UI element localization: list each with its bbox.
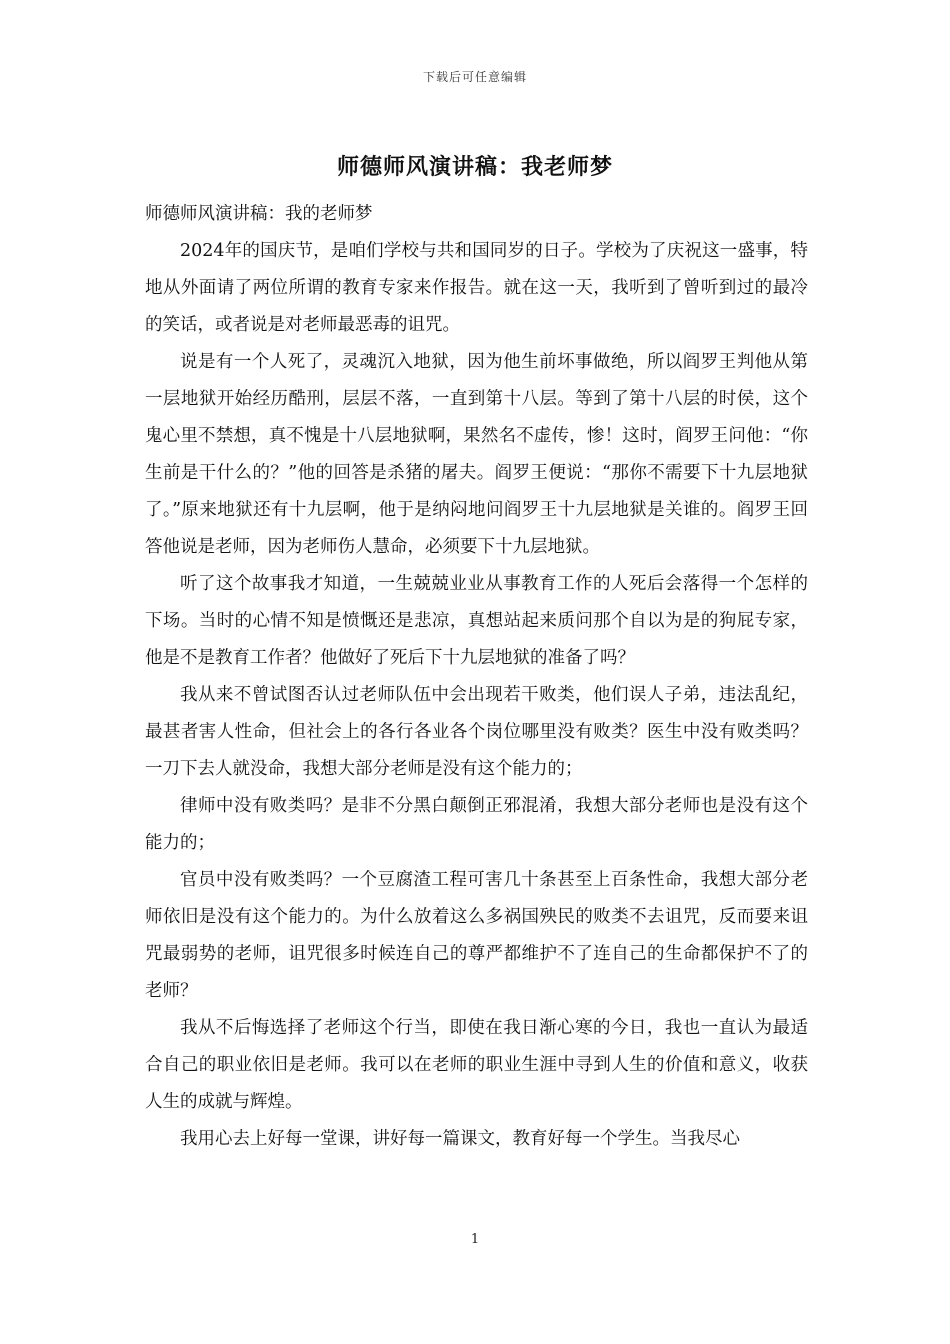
document-title: 师德师风演讲稿：我老师梦	[336, 154, 613, 180]
page-number: 1	[470, 1232, 480, 1247]
paragraph-5: 律师中没有败类吗？是非不分黑白颠倒正邪混淆，我想大部分老师也是没有这个能力的；	[145, 796, 808, 853]
paragraph-2: 说是有一个人死了，灵魂沉入地狱，因为他生前坏事做绝，所以阎罗王判他从第一层地狱开始经历酷刑，层层不落，一直到第十八层。等到了第十八层的时侯，这个鬼心里不禁想，真不愧是十八层地狱啊，果然名不虚传，惨！这时，阎罗王问他：“你生前是干什么的？”他的回答是杀猪的屠夫。阎罗王便说：“那你不需要下十九层地狱了。”原来地狱还有十九层啊，他于是纳闷地问阎罗王十九层地狱是关谁的。阎罗王回答他说是老师，因为老师伤人慧命，必须要下十九层地狱。	[145, 352, 808, 557]
document-subtitle: 师德师风演讲稿：我的老师梦	[145, 204, 373, 224]
document-body	[145, 196, 808, 1158]
header-note: 下载后可任意编辑	[422, 70, 527, 84]
paragraph-6: 官员中没有败类吗？一个豆腐渣工程可害几十条甚至上百条性命，我想大部分老师依旧是没有这个能力的。为什么放着这么多祸国殃民的败类不去诅咒，反而要来诅咒最弱势的老师，诅咒很多时候连自己的尊严都维护不了连自己的生命都保护不了的老师？	[145, 870, 808, 1001]
paragraph-4: 我从来不曾试图否认过老师队伍中会出现若干败类，他们误人子弟，违法乱纪，最甚者害人性命，但社会上的各行各业各个岗位哪里没有败类？医生中没有败类吗？一刀下去人就没命，我想大部分老师是没有这个能力的；	[145, 685, 808, 779]
paragraph-1: 2024年的国庆节，是咱们学校与共和国同岁的日子。学校为了庆祝这一盛事，特地从外面请了两位所谓的教育专家来作报告。就在这一天，我听到了曾听到过的最冷的笑话，或者说是对老师最恶毒的诅咒。	[145, 241, 808, 335]
paragraph-3: 听了这个故事我才知道，一生兢兢业业从事教育工作的人死后会落得一个怎样的下场。当时的心情不知是愤慨还是悲凉，真想站起来质问那个自以为是的狗屁专家，他是不是教育工作者？他做好了死后下十九层地狱的准备了吗？	[145, 574, 808, 668]
paragraph-7: 我从不后悔选择了老师这个行当，即使在我日渐心寒的今日，我也一直认为最适合自己的职业依旧是老师。我可以在老师的职业生涯中寻到人生的价值和意义，收获人生的成就与辉煌。	[145, 1018, 808, 1112]
paragraph-8: 我用心去上好每一堂课，讲好每一篇课文，教育好每一个学生。当我尽心	[180, 1129, 740, 1149]
